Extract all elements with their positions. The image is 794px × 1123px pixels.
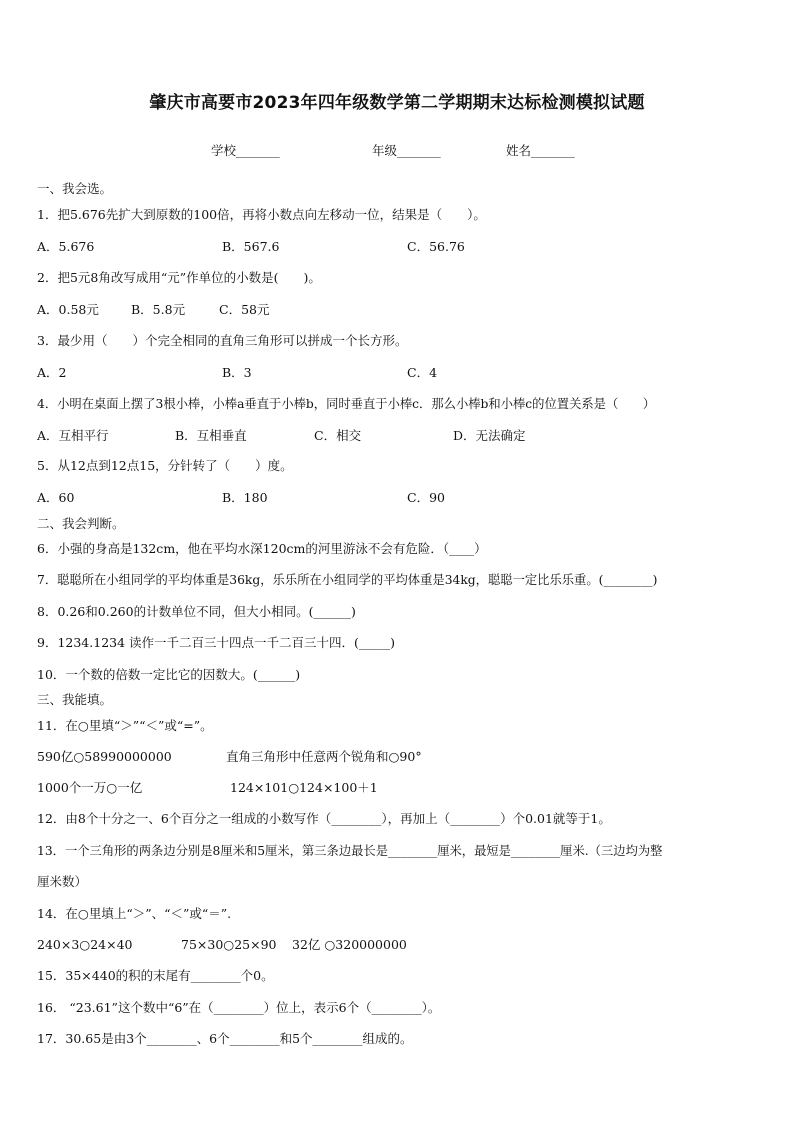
option-b: B．5.8元 — [131, 302, 186, 317]
option-b: B．180 — [222, 490, 268, 505]
question-10: 10．一个数的倍数一定比它的因数大。(______) — [37, 667, 301, 682]
section-heading-2: 二、我会判断。 — [37, 516, 125, 531]
option-a: A．60 — [37, 490, 75, 505]
grade-field: 年级_______ — [372, 143, 441, 158]
comparison-item: 直角三角形中任意两个锐角和○90° — [226, 749, 422, 764]
option-a: A．互相平行 — [37, 428, 109, 443]
question-7: 7．聪聪所在小组同学的平均体重是36kg，乐乐所在小组同学的平均体重是34kg，聪聪一定比乐乐重。(________) — [37, 573, 658, 587]
question-14: 14．在○里填上“＞”、“＜”或“＝”. — [37, 906, 232, 921]
option-b: B．3 — [222, 365, 252, 380]
option-a: A．0.58元 — [37, 302, 99, 317]
comparison-item: 32亿 ○320000000 — [292, 937, 407, 952]
question-1: 1．把5.676先扩大到原数的100倍，再将小数点向左移动一位，结果是（ ）。 — [37, 207, 486, 222]
option-a: A．5.676 — [37, 239, 95, 254]
question-15: 15．35×440的积的末尾有________个0。 — [37, 968, 274, 983]
question-17: 17．30.65是由3个________、6个________和5个________组成的。 — [37, 1031, 413, 1046]
option-c: C．4 — [407, 365, 438, 380]
comparison-item: 590亿○58990000000 — [37, 749, 172, 764]
question-2: 2．把5元8角改写成用“元”作单位的小数是( )。 — [37, 270, 321, 285]
comparison-item: 124×101○124×100＋1 — [230, 780, 378, 795]
option-c: C．90 — [407, 490, 445, 505]
name-field: 姓名_______ — [506, 143, 575, 158]
question-6: 6．小强的身高是132cm，他在平均水深120cm的河里游泳不会有危险．（____） — [37, 541, 487, 556]
option-b: B．互相垂直 — [175, 428, 247, 443]
section-heading-3: 三、我能填。 — [37, 692, 113, 707]
question-8: 8．0.26和0.260的计数单位不同，但大小相同。(______) — [37, 604, 356, 619]
option-c: C．58元 — [219, 302, 270, 317]
option-c: C．相交 — [314, 428, 362, 443]
question-5: 5．从12点到12点15，分针转了（ ）度。 — [37, 458, 293, 473]
question-13-line-1: 13．一个三角形的两条边分别是8厘米和5厘米，第三条边最长是________厘米，最短是________厘米.（三边均为整 — [37, 844, 663, 858]
school-field: 学校_______ — [211, 143, 280, 158]
question-16: 16． “23.61”这个数中“6”在（________）位上，表示6个（________）。 — [37, 1000, 441, 1015]
comparison-item: 240×3○24×40 — [37, 937, 133, 952]
question-4: 4．小明在桌面上摆了3根小棒，小棒a垂直于小棒b，同时垂直于小棒c．那么小棒b和小棒c的位置关系是（ ） — [37, 397, 656, 411]
section-heading-1: 一、我会选。 — [37, 181, 113, 196]
question-13-line-2: 厘米数） — [37, 874, 88, 889]
question-12: 12．由8个十分之一、6个百分之一组成的小数写作（________），再加上（________）个0.01就等于1。 — [37, 811, 611, 826]
option-c: C．56.76 — [407, 239, 465, 254]
question-3: 3．最少用（ ）个完全相同的直角三角形可以拼成一个长方形。 — [37, 333, 408, 348]
option-d: D．无法确定 — [453, 428, 526, 443]
option-b: B．567.6 — [222, 239, 280, 254]
comparison-item: 1000个一万○一亿 — [37, 780, 143, 795]
page-title: 肇庆市高要市2023年四年级数学第二学期期末达标检测模拟试题 — [149, 93, 645, 113]
comparison-item: 75×30○25×90 — [181, 937, 277, 952]
question-11: 11．在○里填“＞”“＜”或“=”。 — [37, 718, 213, 733]
option-a: A．2 — [37, 365, 67, 380]
question-9: 9．1234.1234 读作一千二百三十四点一千二百三十四．(_____) — [37, 635, 396, 650]
